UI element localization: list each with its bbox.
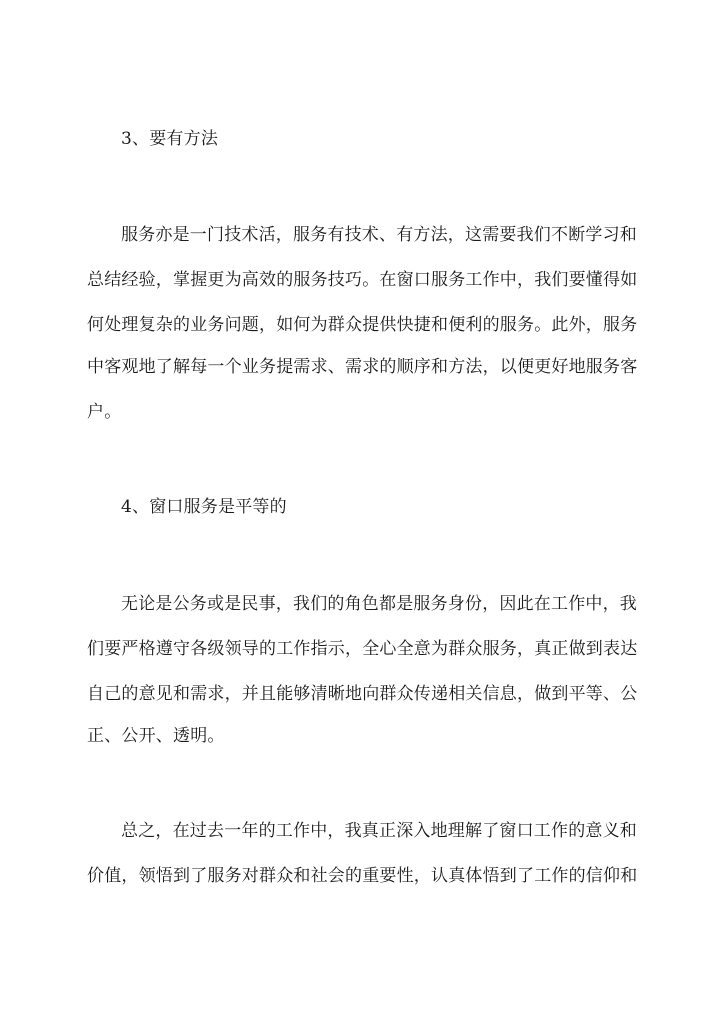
paragraph-line: 服务亦是一门技术活，服务有技术、有方法，这需要我们不断学习和 [121, 225, 637, 245]
paragraph-line: 价值，领悟到了服务对群众和社会的重要性，认真体悟到了工作的信仰和 [87, 866, 638, 886]
paragraph-line: 自己的意见和需求，并且能够清晰地向群众传递相关信息，做到平等、公 [87, 684, 638, 704]
paragraph-line: 何处理复杂的业务问题，如何为群众提供快捷和便利的服务。此外，服务 [87, 315, 638, 335]
paragraph-line: 中客观地了解每一个业务提需求、需求的顺序和方法，以便更好地服务客 [87, 357, 638, 377]
paragraph-line: 总结经验，掌握更为高效的服务技巧。在窗口服务工作中，我们要懂得如 [87, 270, 638, 290]
paragraph-line: 总之，在过去一年的工作中，我真正深入地理解了窗口工作的意义和 [121, 821, 637, 841]
section-heading-4: 4、窗口服务是平等的 [121, 497, 287, 517]
paragraph-line: 正、公开、透明。 [87, 726, 225, 746]
section-heading-3: 3、要有方法 [121, 129, 219, 149]
paragraph-line: 户。 [87, 402, 122, 422]
paragraph-line: 无论是公务或是民事，我们的角色都是服务身份，因此在工作中，我 [121, 594, 637, 614]
paragraph-line: 们要严格遵守各级领导的工作指示，全心全意为群众服务，真正做到表达 [87, 639, 638, 659]
